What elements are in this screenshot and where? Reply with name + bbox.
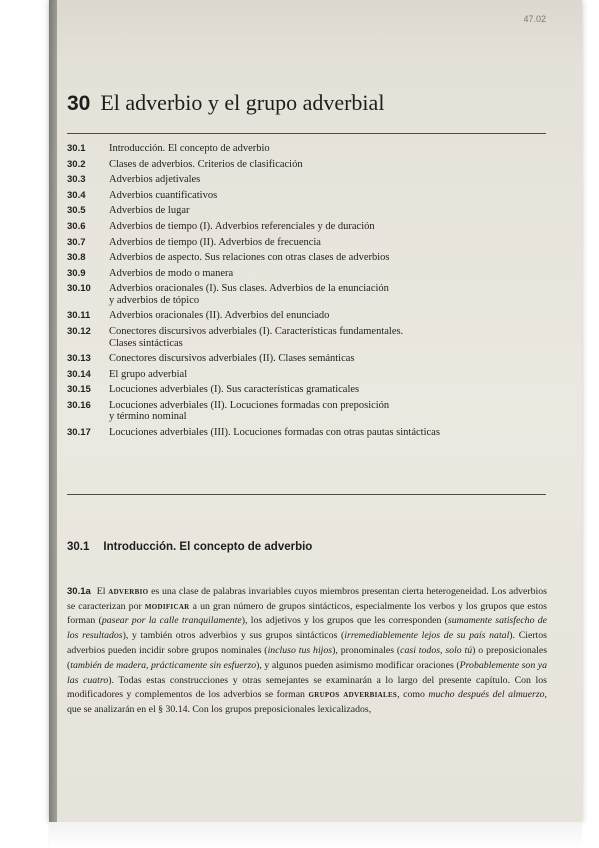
toc-entry-number: 30.3 [67, 174, 86, 186]
para-text: ), pronominales ( [332, 644, 401, 656]
toc-entry [67, 326, 537, 349]
toc-bottom-rule [67, 494, 546, 495]
toc-entry-number: 30.11 [67, 310, 91, 322]
toc-entry-title: Adverbios cuantificativos [109, 189, 218, 201]
toc-entry-number: 30.17 [67, 427, 91, 438]
toc-entry-number: 30.15 [67, 384, 91, 396]
para-text: ), y también otros adverbios y sus grupos sintácticos ( [122, 630, 345, 642]
toc-entry [67, 221, 537, 233]
toc-entry-number: 30.8 [67, 252, 86, 264]
toc-entry [67, 190, 537, 202]
para-text: , como [397, 689, 429, 701]
toc-entry-title: Conectores discursivos adverbiales (I). Características fundamentales. Clases sintácticas [109, 326, 404, 349]
toc-entry-title: Locuciones adverbiales (I). Sus características gramaticales [109, 384, 360, 396]
toc-entry-title: Locuciones adverbiales (II). Locuciones formadas con preposición y término nominal [109, 399, 390, 423]
para-example: mucho después del almuerzo [428, 689, 545, 701]
toc-entry-title: Locuciones adverbiales (III). Locuciones formadas con otras pautas sintácticas [109, 427, 440, 438]
toc-entry-number: 30.9 [67, 267, 86, 279]
toc-entry [67, 237, 537, 249]
toc-entry-number: 30.14 [67, 368, 91, 380]
para-text: ), los adjetivos y los grupos que les corresponden ( [241, 615, 448, 627]
toc-entry-title: Adverbios de modo o manera [109, 267, 234, 279]
toc-entry [67, 283, 537, 306]
toc-entry-title: Adverbios oracionales (I). Sus clases. Adverbios de la enunciación y adverbios de tópico [109, 283, 389, 306]
para-term: adverbio [108, 585, 149, 597]
toc-entry-title: Adverbios adjetivales [109, 174, 201, 186]
toc-entry-number: 30.13 [67, 353, 91, 365]
page-binding-shadow [49, 0, 57, 822]
paragraph-number: 30.1a [67, 585, 91, 597]
chapter-number: 30 [67, 92, 91, 115]
photo-bottom-margin [49, 822, 582, 848]
para-term: grupos adverbiales [308, 689, 398, 701]
toc-entry-number: 30.7 [67, 236, 86, 248]
table-of-contents [67, 143, 537, 443]
toc-entry-number: 30.16 [67, 399, 91, 411]
toc-entry [67, 159, 537, 171]
toc-entry [67, 143, 537, 155]
toc-entry [67, 353, 537, 365]
toc-entry-title: Adverbios de tiempo (II). Adverbios de frecuencia [109, 236, 321, 248]
para-text: ). Todas estas construcciones y otras semejantes se examinarán a lo largo del presente capítulo. Con los modificadores y complementos de los adverbios se forman [67, 674, 547, 701]
toc-entry-number: 30.2 [67, 158, 86, 170]
para-example: también de madera, prácticamente sin esfuerzo [70, 659, 257, 671]
toc-entry-title: Conectores discursivos adverbiales (II). Clases semánticas [109, 353, 355, 365]
para-text: , que se analizarán en el § 30.14. Con los grupos preposicionales lexicalizados, [67, 689, 547, 716]
para-example: pasear por la calle tranquilamente [101, 615, 242, 627]
para-example: casi todos, solo tú [400, 644, 473, 656]
page-corner-number: 47.02 [523, 14, 546, 24]
para-text: ). Ciertos adverbios pueden incidir sobre grupos nominales ( [67, 630, 547, 656]
toc-entry-number: 30.12 [67, 326, 91, 338]
para-text: ) o preposicionales ( [67, 644, 548, 671]
toc-entry-number: 30.1 [67, 143, 86, 154]
section-heading [67, 541, 547, 553]
para-term: modificar [144, 600, 190, 612]
para-text: ), y algunos pueden asimismo modificar oraciones ( [256, 659, 460, 671]
para-example: incluso tus hijos [267, 644, 333, 656]
toc-entry [67, 268, 537, 280]
body-paragraph [67, 585, 547, 718]
toc-entry-title: Adverbios oracionales (II). Adverbios del enunciado [109, 310, 330, 322]
toc-entry [67, 427, 537, 439]
para-text: es una clase de palabras invariables cuyos miembros presentan cierta heterogeneidad. Los adverbios se caracterizan por [67, 585, 547, 612]
toc-entry-number: 30.5 [67, 205, 86, 217]
para-example: irremediablemente lejos de su país natal [344, 630, 510, 642]
para-example: Probablemente son ya las cuatro [67, 659, 547, 686]
toc-entry [67, 310, 537, 322]
para-text: El [96, 585, 109, 597]
toc-top-rule [67, 133, 546, 134]
toc-entry-title: Adverbios de aspecto. Sus relaciones con otras clases de adverbios [109, 252, 390, 264]
toc-entry-title: Clases de adverbios. Criterios de clasificación [109, 158, 303, 170]
toc-entry-number: 30.4 [67, 189, 86, 201]
toc-entry-number: 30.6 [67, 220, 86, 232]
toc-entry [67, 369, 537, 381]
toc-entry [67, 174, 537, 186]
toc-entry-title: Adverbios de tiempo (I). Adverbios referenciales y de duración [109, 220, 375, 232]
section-number: 30.1 [67, 541, 90, 553]
toc-entry [67, 252, 537, 264]
para-example: sumamente satisfecho de los resultados [67, 615, 547, 642]
chapter-heading [67, 90, 567, 116]
toc-entry-title: Introducción. El concepto de adverbio [109, 143, 270, 154]
chapter-title: El adverbio y el grupo adverbial [100, 90, 385, 115]
book-page [49, 0, 582, 822]
toc-entry [67, 400, 537, 423]
toc-entry [67, 205, 537, 217]
toc-entry-title: Adverbios de lugar [109, 205, 190, 217]
toc-entry-title: El grupo adverbial [109, 368, 188, 380]
para-text: a un gran número de grupos sintácticos, especialmente los verbos y los grupos que estos forman ( [67, 600, 547, 627]
toc-entry-number: 30.10 [67, 283, 91, 295]
toc-entry [67, 384, 537, 396]
section-title: Introducción. El concepto de adverbio [103, 541, 313, 553]
